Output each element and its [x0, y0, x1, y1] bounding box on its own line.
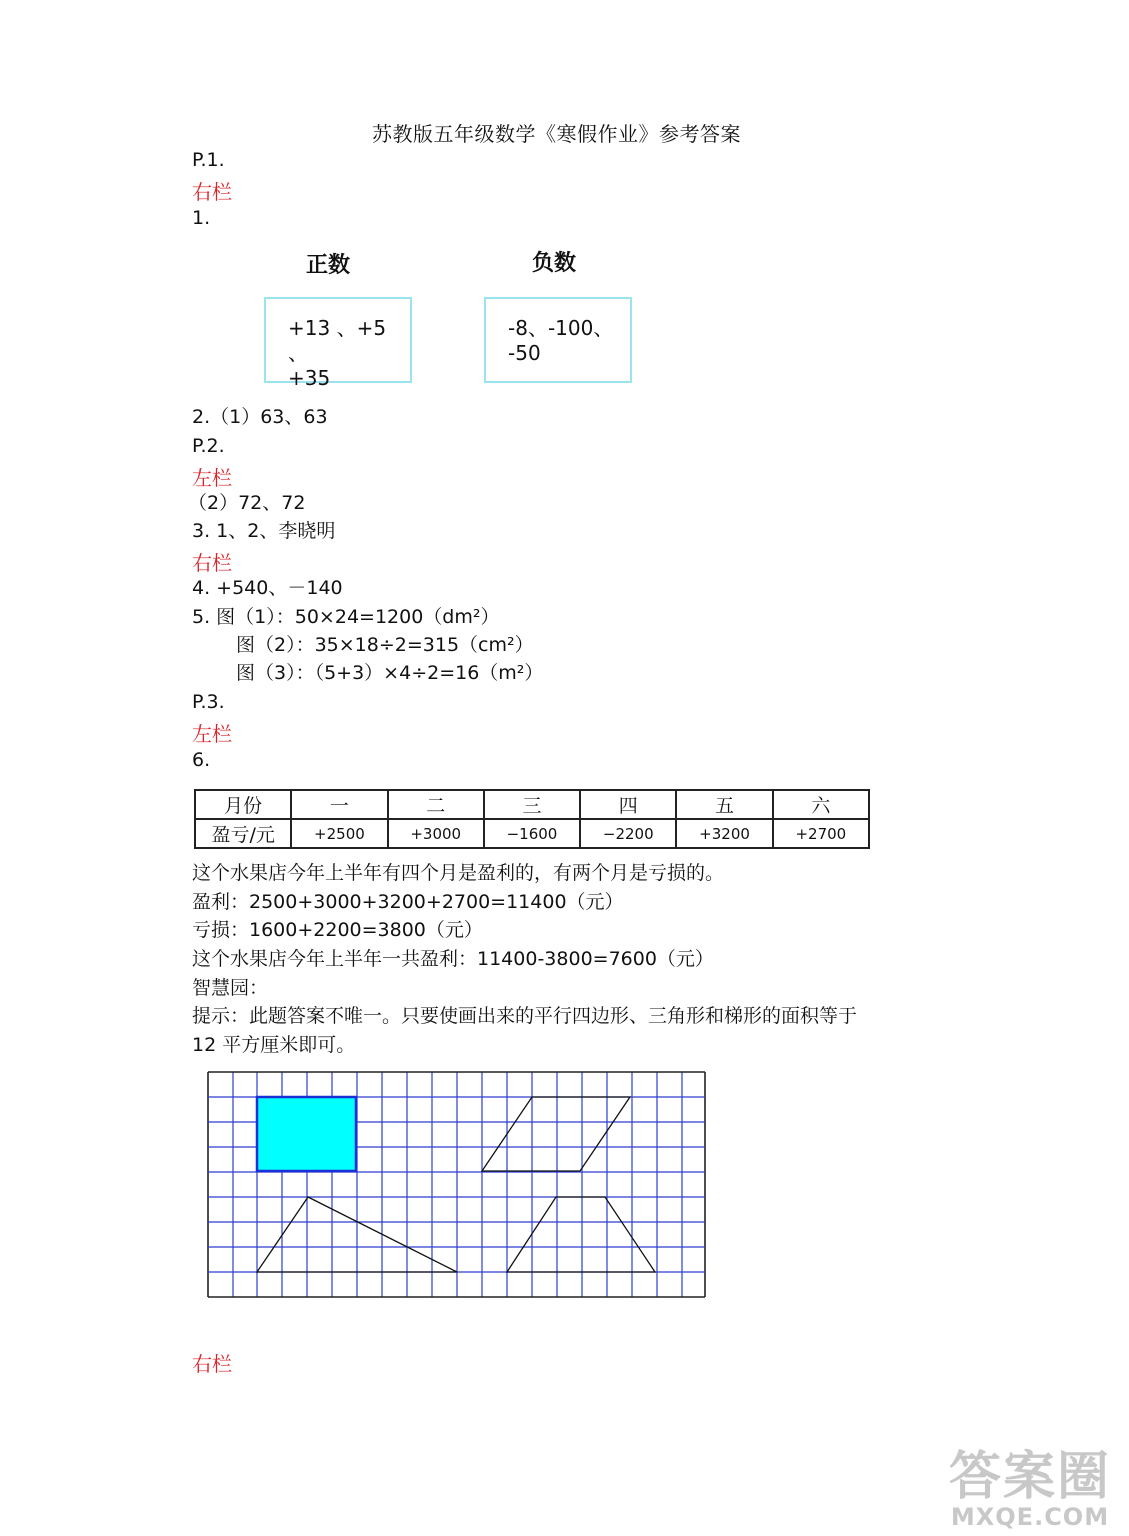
parallelogram-shape — [482, 1097, 630, 1171]
question-5-figure-1: 5. 图（1）：50×24=1200（dm²） — [192, 606, 500, 628]
column-label-right-p3: 右栏 — [192, 1352, 232, 1376]
table-cell: +3200 — [676, 819, 772, 848]
positive-numbers-heading: 正数 — [306, 253, 351, 278]
table-header-cell: 五 — [676, 790, 772, 819]
table-cell: −2200 — [580, 819, 676, 848]
table-cell: −1600 — [484, 819, 580, 848]
answer-total-profit: 这个水果店今年上半年一共盈利：11400-3800=7600（元） — [192, 948, 714, 970]
column-label-right-p1: 右栏 — [192, 180, 232, 204]
hint-line-1: 提示：此题答案不唯一。只要使画出来的平行四边形、三角形和梯形的面积等于 — [192, 1005, 858, 1027]
question-1-label: 1. — [192, 207, 211, 229]
page-p1-label: P.1. — [192, 149, 225, 171]
watermark-url: MXQE.COM — [950, 1503, 1110, 1531]
question-6-label: 6. — [192, 749, 211, 771]
page-p2-label: P.2. — [192, 435, 225, 457]
table-cell: +2500 — [291, 819, 387, 848]
column-label-left-p2: 左栏 — [192, 466, 232, 490]
hint-line-2: 12 平方厘米即可。 — [192, 1034, 356, 1056]
table-header-cell: 月份 — [195, 790, 291, 819]
table-header-cell: 四 — [580, 790, 676, 819]
rectangle-shape — [257, 1097, 356, 1171]
wisdom-garden-heading: 智慧园： — [192, 977, 269, 999]
answer-profit-calc: 盈利：2500+3000+3200+2700=11400（元） — [192, 891, 624, 913]
question-2-2-answer: （2）72、72 — [188, 492, 306, 514]
table-header-cell: 三 — [484, 790, 580, 819]
table-header-cell: 二 — [388, 790, 484, 819]
table-row-label: 盈亏/元 — [195, 819, 291, 848]
table-header-cell: 六 — [773, 790, 869, 819]
answer-sentence-1: 这个水果店今年上半年有四个月是盈利的，有两个月是亏损的。 — [192, 862, 725, 884]
table-cell: +3000 — [388, 819, 484, 848]
question-4-answer: 4. +540、－140 — [192, 577, 343, 599]
column-label-right-p2: 右栏 — [192, 551, 232, 575]
negative-numbers-heading: 负数 — [532, 251, 577, 276]
table-cell: +2700 — [773, 819, 869, 848]
question-5-figure-3: 图（3）：（5+3）×4÷2=16（m²） — [236, 662, 544, 684]
negative-numbers-line2: -50 — [508, 341, 541, 365]
trapezoid-shape — [507, 1197, 655, 1272]
question-2-1-answer: 2.（1）63、63 — [192, 406, 328, 428]
answer-loss-calc: 亏损：1600+2200=3800（元） — [192, 919, 483, 941]
question-3-answer: 3. 1、2、李晓明 — [192, 520, 336, 542]
document-title: 苏教版五年级数学《寒假作业》参考答案 — [372, 122, 741, 146]
positive-numbers-line1: +13 、+5 、 — [288, 316, 387, 365]
table-header-cell: 一 — [291, 790, 387, 819]
column-label-left-p3: 左栏 — [192, 722, 232, 746]
positive-numbers-line2: +35 — [288, 366, 331, 390]
page-p3-label: P.3. — [192, 691, 225, 713]
watermark-logo — [948, 1447, 1111, 1531]
question-5-figure-2: 图（2）：35×18÷2=315（cm²） — [236, 634, 534, 656]
negative-numbers-line1: -8、-100、 — [508, 316, 614, 340]
watermark-title: 答案圈 — [948, 1447, 1111, 1507]
